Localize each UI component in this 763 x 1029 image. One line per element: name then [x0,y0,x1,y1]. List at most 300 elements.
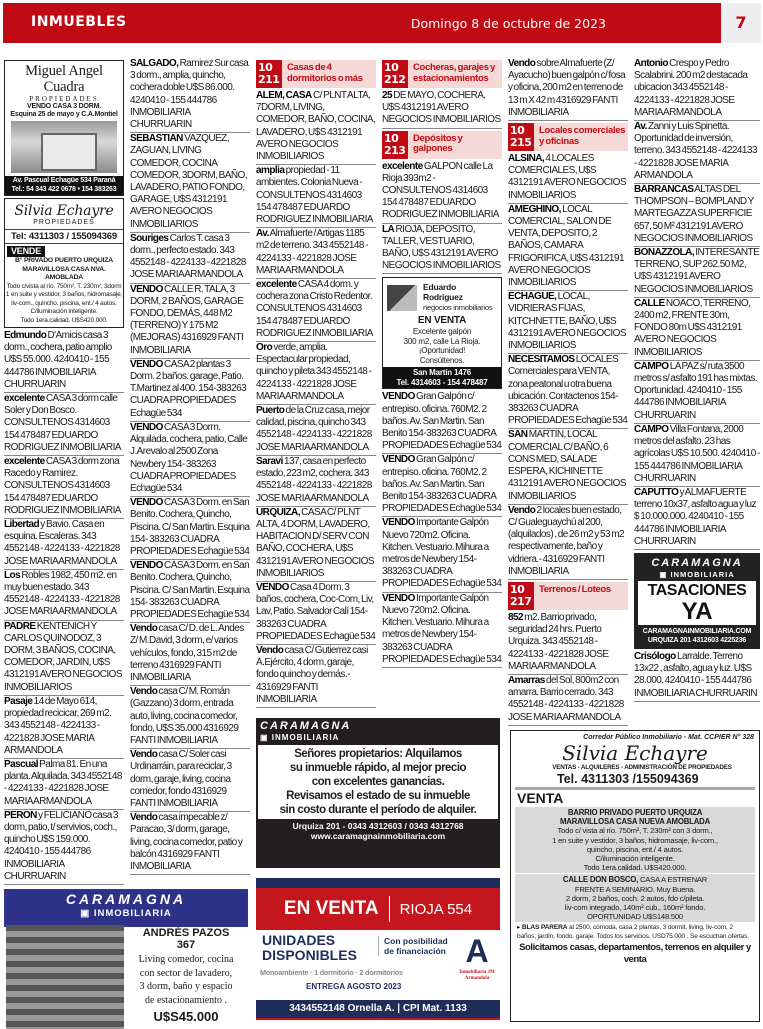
classified-ad [130,749,250,812]
column-5 [508,58,628,726]
classified-ad [634,651,760,702]
classified-list [508,58,628,121]
ad-text: CASA 3 Dorm. Alquilada. cochera, patio, Calle J.Arevalo al 2500 Zona Newbery 154- 383263 CUADRA PROPIEDADES Echagüe 534 [130,421,248,494]
classified-ad [4,759,124,810]
ad-text: C/ PLNT ALTA, 7DORM, LIVING, COMEDOR, BAÑO, COCINA, LAVADERO, U$S 4312191 AVERO NEGOCIOS INMOBILIARIOS [256,90,376,163]
classified-ad [256,228,376,279]
classified-ad [130,686,250,749]
ad-text: CASA 3 Dorm. en San Benito. Cochera, Quincho, Piscina. C/ San Martin. Esquina 154- 383263 CUADRA PROPIEDADES Echagüe 534 [130,497,250,557]
ad-line: DISPONIBLES [262,947,357,963]
ad-keyword: LA [382,223,395,235]
ad-contact: 3434552148 Ornella A. | CPI Mat. 1133 [256,1000,500,1018]
ad-brand [417,282,497,313]
classified-ad [382,517,502,592]
category-code [382,131,408,159]
ad-text: Palma 81. En una planta. Alquilada. 343 4552148 - 4224133 - 4221828 JOSE MARIA ARMANDOLA [4,758,122,807]
ad-tagline: Solicitamos casas, departamentos, terrenos en alquiler y venta [519,942,751,966]
ad-text: Gran Galpón c/ entrepiso. oficina. 760M2. 2 baños. Av. San Martin. San Benito 154-383263 CUADRA PROPIEDADES Echagüe 534 [382,454,502,515]
ad-line: BARRIO PRIVADO PUERTO URQUIZA [567,808,703,817]
classified-ad [130,58,250,133]
ad-line: C/iluminación inteligente. [595,854,675,864]
armandola-logo [458,932,496,982]
column-2 [130,58,250,875]
ad-keyword: Vendo [508,58,536,69]
classified-ad [130,133,250,233]
code-prefix: 10 [510,124,525,138]
ad-keyword: BARRANCAS [634,184,694,196]
ad-text: DE MAYO, COCHERA, U$S 4312191 AVERO NEGOCIOS INMOBILIARIOS [382,90,501,126]
ad-phone: Tel. 4311303 /155094369 [557,772,699,786]
classified-ad [130,422,250,497]
listing-don-bosco [515,874,755,922]
ad-title [126,927,246,951]
ad-caramagna-propietarios [256,718,500,868]
classified-ad [634,424,760,487]
ad-line: Todo c/vista al río. 750m², T. 230m², 3dorm [6,282,122,290]
logo-sub: Inmobiliaria JM Armandola [459,970,495,981]
ad-keyword: ALSINA, [508,153,545,165]
ad-keyword: VENDO [382,454,415,466]
ad-text: Importante Galpón Nuevo 720m2. Oficina. Kitchen. Vestuario. Mihura a metros de Newbery 154- 383263 CUADRA PROPIEDADES Echagüe 534 [382,517,502,590]
classified-list [634,58,760,550]
category-label: Cocheras, garajes y estacionamientos [413,62,496,84]
column-3 [256,58,376,708]
brand-name: Eduardo Rodriguez [423,282,463,303]
ad-text: 137, casa en perfecto estado, 223 m2, cochera. 343 4552148 - 4224133 - 4221828 JOSE MARIA ARMANDOLA [256,455,372,504]
ad-banner [256,888,500,930]
ad-keyword: Av. [256,228,269,240]
ad-logo [383,278,501,314]
ad-line: 1 en suite y vestidor, 3 baños, hidromasaje, liv-com., [552,835,718,845]
ad-line: B° PRIVADO PUERTO URQUIZA [15,257,113,264]
ad-brand: Miguel Angel Cuadra [25,63,103,95]
ad-financing [378,936,448,956]
ad-text: del Sol, 800m2 con amarra. Barrio cerrado. 343 4552148 - 4224133 - 4221828 JOSE MARIA ARMANDOLA [508,674,624,723]
ad-keyword: VENDO [256,581,289,593]
ad-keyword: NECESITAMOS [508,354,575,366]
classified-ad [256,165,376,228]
ad-body [638,581,756,625]
ad-text: Crespo y Pedro Scalabrini. 200 m2 destacada ubicacion 343 4552148 - 4224133 - 4221828 JOSE MARIA ARMANDOLA [634,58,748,118]
ad-text: Villa Fontana, 2000 metros del asfalto. 23 has agrícolas U$S 10.500. 4240410 - 155 444786 INMOBILIARIA CHURRUARIN [634,423,760,484]
logo-mark-icon [387,285,417,311]
ad-line: sin costo durante el período de alquiler. [279,804,477,816]
classified-ad [634,121,760,184]
ad-headline: EN VENTA [417,315,467,327]
ad-line: Living comedor, cocina [138,954,234,965]
ad-line: al 2500, cómoda, casa 2 plantas, 3 dormit, living, liv-com, 2 baños, jardín, fondo. garaje. Todos los servicios. USD75.000 . Se escuchan ofertas. [517,924,749,940]
classified-ad [256,582,376,645]
ad-brand: Silvia Echayre [14,203,114,219]
ad-keyword: 25 [382,90,393,101]
ad-address: RIOJA 554 [399,900,473,918]
ad-footer [383,367,501,388]
ad-body [126,927,246,1024]
classified-ad [634,361,760,424]
ad-text: casa C/ M. Román (Gazzano) 3 dorm, entrada auto, living, cocina comedor, fondo, U$S 35.000 4316929 FANTI INMOBILIARIA [130,686,239,746]
ad-keyword: VENDO [130,560,163,572]
ad-keyword: excelente [4,456,45,468]
ad-keyword: Crisólogo [634,650,676,662]
ad-keyword: URQUIZA, [256,506,300,518]
ad-keyword: CALLE [634,297,665,309]
ad-keyword: amplia [256,165,285,177]
classified-ad [130,233,250,284]
ad-text: CASA 3 Dorm. en San Benito. Cochera, Quincho, Piscina. C/ San Martin. Esquina 154- 383263 CUADRA PROPIEDADES Echagüe 534 [130,560,250,620]
arrow-bullet-icon: ▸ [517,924,522,932]
ad-line: OPORTUNIDAD U$S148.500 [587,912,683,922]
code-suffix: 212 [384,73,406,86]
page-number: 7 [721,3,761,43]
ad-unit-types: Monoambiente · 1 dormitorio · 2 dormitorios [260,968,403,977]
ad-line: liv-com integrado, 140m² cub., 160m² fondo. [564,903,706,913]
ad-line: CASA A ESTRENAR [638,875,708,885]
ad-keyword: Av. [634,121,647,133]
code-prefix: 10 [384,61,399,74]
classified-list [634,651,760,702]
ad-text: VAZQUEZ, ZAGUAN, LIVING COMEDOR, COCINA COMEDOR, 3DORM, BAÑO, LAVADERO, PATIO FONDO, GARAGE, U$S 4312191 AVERO NEGOCIOS INMOBILIARIOS [130,133,248,230]
ad-text: LOCAL, VIDRIERAS FIJAS, KITCHNETTE, BAÑO, U$S 4312191 AVERO NEGOCIOS INMOBILIARIOS [508,291,626,352]
listing-blas-parera [511,923,759,942]
ad-keyword: BONAZZOLA, [634,247,695,259]
code-suffix: 215 [510,136,532,150]
ad-text: D'Amicis casa 3 dorm., cochera, patio amplio U$S 55.000. 4240410 - 155 444786 INMOBILIARIA CHURRUARIN [4,330,112,390]
ad-keyword: CAMPO [634,360,669,372]
ad-text: LOCALES Comerciales para VENTA, zona peatonal u otra buena ubicación. Contactenos 154- 383263 CUADRA PROPIEDADES Echagüe 534 [508,354,628,427]
ad-text: MARTIN, LOCAL COMERCIAL C/ BAÑO, 6 CONS MED, SALA DE ESPERA, KICHINETTE 4312191 AVERO NEGOCIOS INMOBILIARIOS [508,429,626,502]
ad-caramagna-andres-pazos [4,889,248,1024]
ad-body [5,257,123,327]
ad-headline: EN VENTA [283,898,379,919]
classified-list [130,58,250,875]
code-suffix: 211 [258,73,280,86]
ad-description [126,953,246,1007]
ad-keyword: VENDO [382,517,415,529]
classified-list [382,161,502,275]
classified-ad [508,675,628,726]
ad-body [383,327,501,367]
ad-keyword: Vendo [130,686,158,698]
ad-text: Almafuerte / Artigas 1185 m2 de terreno. 343 4552148 - 4224133 - 4221828 JOSE MARIA ARMANDOLA [256,228,368,276]
ad-text: 2 locales buen estado, C/ Gualeguaychú al 200, (alquilados) , de 26 m2 y 53 m2 respectivamente, baño y vidriera.- 4316929 FANTI INMOBILIARIA [508,504,625,577]
code-suffix: 213 [384,143,406,157]
column-6 [634,58,760,702]
ad-text: m2. Barrio privado, seguridad 24 hrs. Puerto Urquiza. 343 4552148 - 4224133 - 4221828 JOSE MARIA ARMANDOLA [508,611,609,672]
classified-ad [382,161,502,224]
ad-text: CASA 4 dorm. y cochera zona Cristo Redentor. CONSULTENOS 4314603 154 478487 EDUARDO RODRIGUEZ INMOBILIARIA [256,279,373,339]
brand-sub: negocios inmobiliarios [423,303,493,313]
ad-brand: CARAMAGNA [651,556,743,569]
divider [256,878,500,888]
ad-keyword: VENDO [130,497,163,509]
ad-text: propiedad - 11 ambientes. Colonia Nueva - CONSULTENOS 4314603 154 478487 EDUARDO RODRIGUEZ INMOBILIARIA [256,165,373,226]
ad-silvia-echayre-small [4,198,124,328]
classified-ad [130,623,250,686]
ad-text: Robles 1982, 450 m2. en muy buen estado. 343 4552148 - 4224133 - 4221828 JOSE MARIA ARMANDOLA [4,569,120,618]
classified-ad [4,519,124,570]
ad-footer [260,821,496,841]
ad-tag: VENDE [7,246,45,257]
ad-keyword: Antonio [634,58,668,69]
ad-text: CALLE R. TALA, 3 DORM, 2 BAÑOS, GARAGE FONDO, DEMÁS, 448 M2 (TERRENO) Y 175 M2 (MEJORAS) 4316929 FANTI INMOBILIARIA [130,283,244,356]
ad-text: Larralde. Terreno 13x22 , asfalto, agua y luz. U$S 28.000. 4240410 - 155 444786 INMOBILIARIA CHURRUARIN [634,650,758,699]
ad-keyword: Puerto [256,405,285,417]
ad-text: casa C/ Gutierrez casi A.Ejército, 4 dorm, garaje, fondo quincho y demás.- 4316929 FANTI INMOBILIARIA [256,644,368,705]
listing-puerto-urquiza [515,807,755,873]
ad-line: MARAVILLOSA CASA NVA. AMOBLADA [22,265,106,281]
ad-line: 3 dorm, baño y espacio [139,981,233,992]
ad-text: NOACO, TERRENO, 2400 m2, FRENTE 30m, FONDO 80m U$S 4312191 AVERO NEGOCIOS INMOBILIARIOS [634,297,751,358]
ad-silvia-echayre-large [510,730,760,1022]
ad-units [262,933,357,963]
divider [389,896,390,922]
ad-line: Revisamos el estado de su inmueble [286,790,470,802]
ad-brand: Silvia Echayre [562,741,708,765]
column-1 [4,58,124,885]
classified-ad [130,359,250,422]
category-label: Terrenos / Loteos [539,583,611,595]
classified-ad [508,505,628,580]
ad-line: Con posibilidad [384,936,448,946]
ad-address: URQUIZA 201 4312603 4225236 [647,636,747,644]
classified-list [382,90,502,129]
ad-phone: Tel. 4314603 - 154 478487 [396,377,488,387]
ad-keyword: PERON [4,809,37,821]
ad-text: Carlos T. casa 3 dorm., perfecto estado. 343 4552148 - 4224133 - 4221828 JOSE MARIA ARMANDOLA [130,232,246,281]
ad-cuadra-propiedades [4,60,124,196]
ad-text: Casa 4 Dorm. 3 baños, cochera, Coc-Com, Liv, Lav, Patio. Salvador Calí 154-383263 CUADRA PROPIEDADES Echagüe 534 [256,581,376,642]
ad-text: CASA 2 plantas 3 Dorm. 2 baños. garage, Patio. T.Martinez al 400. 154-383263 CUADRA PROPIEDADES Echagüe 534 [130,358,247,419]
category-header-213 [382,131,502,159]
ad-line: 2 dorm, 2 baños, coch. 2 autos, fdo c/pileta. [565,893,705,903]
ad-line: de estacionamiento . [145,994,227,1006]
classified-ad [382,391,502,454]
page-header [3,3,721,43]
ad-text: 4 LOCALES COMERCIALES, U$S 4312191 AVERO NEGOCIOS INMOBILIARIOS [508,153,626,201]
ad-text: casa impecable z/ Paracao, 3/ dorm, garage, living, cocina comedor, patio y balcón 4316929 FANTI INMOBILIARIA [130,812,243,872]
classified-ad [4,393,124,456]
classified-ad [130,497,250,560]
classified-ad [4,696,124,759]
title-line: 367 [176,939,196,951]
ad-line: con sector de lavadero, [139,967,233,979]
ad-text: Importante Galpón Nuevo 720m2. Oficina. Kitchen. Vestuario. Mihura a metros de Newbery 154- 383263 CUADRA PROPIEDADES Echagüe 534 [382,592,502,665]
classified-list [4,330,124,885]
ad-line: quincho, piscina, ent./ 4 autos. [586,844,684,854]
ad-address: Urquiza 201 - 0343 4312603 / 0343 4312768 [292,821,464,831]
classified-ad [4,570,124,621]
ad-text: CASA C/ PLNT ALTA, 4 DORM, LAVADERO, HABITACION D/ SERV CON BAÑO, COCHERA, U$S 4312191 AVERO NEGOCIOS INMOBILIARIOS [256,506,374,579]
ad-line: con excelentes ganancias. [311,776,445,788]
ad-line: Todo c/ vista al río. 750m², T. 230m² con 3 dorm., [557,826,713,836]
code-prefix: 10 [384,131,399,145]
ad-text: ALTAS DEL THOMPSON – BOMPLAND Y MARTEGAZZA SUPERFICIE 657, 50 M² 4312191 AVERO NEGOCIOS INMOBILIARIOS [634,184,754,244]
classified-ad [130,284,250,359]
ad-sub [638,570,756,579]
ad-line: ¡Oportunidad! [418,346,466,356]
ad-keyword: PADRE [4,620,36,632]
code-prefix: 10 [258,61,273,74]
ad-line: C/iluminación inteligente. [30,308,98,315]
classified-ad [382,224,502,275]
ad-delivery: ENTREGA AGOSTO 2023 [306,982,402,991]
classified-list [382,391,502,667]
ad-eduardo-rodriguez [382,277,502,389]
ad-rioja-554 [256,878,500,1022]
classified-ad [256,90,376,165]
building-icon: ▣ [80,908,94,919]
classified-ad [508,612,628,675]
classified-ad [508,354,628,429]
ad-line: CALLE DON BOSCO, [562,875,639,885]
ad-keyword: CAMPO [634,423,669,435]
classified-ad [4,810,124,885]
classified-ad [634,247,760,298]
classified-ad [508,153,628,204]
logo-glyph: A [465,933,489,969]
ad-line: liv-com., quincho, piscina, ent./ 4 autos. [11,299,117,307]
classified-ad [4,621,124,696]
ad-sub [6,908,246,920]
ad-text: Zanni y Luis Spinetta. Oportunidad de inversión, terreno. 343 4552148 - 4224133 - 4221828 JOSE MARIA ARMANDOLA [634,121,757,181]
classified-ad [382,90,502,129]
category-code [382,60,408,88]
classified-ad [256,456,376,507]
section-title: INMUEBLES [31,14,127,30]
ad-keyword: excelente [4,393,45,405]
ad-text: sobre Almafuerte (Z/ Ayacucho) buen galpón c/ fosa y oficina, 200 m2 en terreno de 13 m X 42 m 4316929 FANTI INMOBILIARIA [508,58,626,118]
classified-ad [256,507,376,582]
ad-line: 300 m2, calle La Rioja. [403,336,481,346]
ad-headline: VENTA [517,790,564,806]
classified-ad [130,812,250,875]
ad-headline: TASACIONES [647,581,747,599]
ad-line: 1 en suite y vestidor, 3 baños, hidromasaje, [5,291,123,298]
ad-text: CASA 3 dorm zona Racedo y Ramirez. CONSULTENOS 4314603 154 478487 EDUARDO RODRIGUEZ INMOBILIARIA [4,456,121,516]
brand-sub: INMOBILIARIA [670,569,735,579]
ad-keyword: AMEGHINO, [508,203,561,215]
ad-text: Gran Galpón c/ entrepiso. oficina. 760M2. 2 baños. Av. San Martin. San Benito 154-383263 CUADRA PROPIEDADES Echagüe 534 [382,391,502,452]
ad-brand: CARAMAGNA [260,720,352,732]
classified-ad [634,58,760,121]
ad-keyword: Amarras [508,674,545,686]
ad-keyword: Vendo [256,644,284,656]
ad-caramagna-tasaciones [634,553,760,649]
classified-ad [256,405,376,456]
ad-keyword: Souriges [130,232,169,244]
category-header-211 [256,60,376,88]
ad-text: verde, amplia. Espectacular propiedad, quincho y pileta 343 4552148 - 4224133 - 4221828 JOSE MARIA ARMANDOLA [256,342,372,402]
ad-text: INTERESANTE TERRENO, SUP 262.50 M2, U$S 4312191 AVERO NEGOCIOS INMOBILIARIOS [634,247,760,295]
category-header-217 [508,582,628,610]
ad-text: Ramirez Sur casa 3 dorm., amplia, quincho, cochera doble U$S 86.000. 4240410 - 155 444786 INMOBILIARIA CHURRUARIN [130,58,249,131]
ad-keyword: VENDO [130,358,163,370]
ad-sub: PROPIEDADES [29,95,99,103]
ad-line: de financiación [384,946,446,956]
category-label: Locales comerciales y oficinas [539,125,626,147]
classified-ad [508,204,628,291]
column-4 [382,58,502,668]
ad-text: y FELICIANO casa 3 dorm, patio, t/ servivios, coch., quincho U$S 159.000. 4240410 - 155 444786 INMOBILIARIA CHURRUARIN [4,809,118,882]
ad-text: casa C/ Soler casi Urdinarráin, para reciclar, 3 dorm, garaje, living, cocina comedor, fondo 4316929 FANTI INMOBILIARIA [130,749,232,809]
ad-price: U$S45.000 [153,1009,219,1024]
ad-license: Corredor Público Inmobiliario - Mat. CCPIER N° 328 [583,734,754,741]
ad-website: CARAMAGNAINMOBILIARIA.COM [642,627,752,635]
classified-ad [508,291,628,354]
ad-keyword: SALGADO, [130,58,179,69]
ad-body [256,930,500,1000]
classified-ad [256,279,376,342]
building-icon: ▣ [260,733,272,742]
ad-text: 14 de Mayo 614, propiedad recicicar, 269 m2. 343 4552148 - 4224133 - 4221828 JOSE MARIA ARMANDOLA [4,695,112,756]
category-header-212 [382,60,502,88]
ad-keyword: Libertad [4,519,40,531]
classified-ad [4,456,124,519]
ad-line: su inmueble rápido, al mejor precio [289,762,467,774]
ad-line: Consúltenos. [419,355,465,365]
code-prefix: 10 [510,582,525,596]
ad-keyword: excelente [382,160,423,172]
ad-keyword: ALEM, CASA [256,90,312,101]
ad-keyword: Los [4,569,21,581]
ad-text: RIOJA, DEPOSITO, TALLER, VESTUARIO, BAÑO, U$S 4312191 AVERO NEGOCIOS INMOBILIARIOS [382,223,501,272]
issue-date: Domingo 8 de octubre de 2023 [410,16,606,31]
ad-keyword: VENDO [382,391,415,403]
category-code [256,60,282,88]
ad-line: UNIDADES [262,932,336,948]
ad-line: Todo 1era.calidad. U$S420.000. [20,316,108,324]
classified-list [508,612,628,726]
ad-address: San Martín 1476 [413,368,471,378]
ad-keyword: excelente [256,279,297,291]
ad-brand: CARAMAGNA [65,891,187,907]
ad-text: LOCAL COMERCIAL, SALON DE VENTA, DEPOSITO, 2 BAÑOS, CAMARA FRIGORIFICA, U$S 4312191 AVERO NEGOCIOS INMOBILIARIOS [508,203,624,289]
classified-list [508,153,628,580]
ad-phone: Tel.: 54 343 422 0678 • 154 383263 [11,185,117,193]
ad-text: casa C/ D. de L. Andes Z/ M.David, 3 dorm, e/ varios vehículos, fondo, 315 m2 de terreno 4316929 FANTI INMOBILIARIA [130,623,244,683]
classified-ad [508,58,628,121]
ad-keyword: VENDO [130,283,163,295]
ad-keyword: Edmundo [4,330,47,341]
category-code [508,582,534,610]
ad-keyword: SEBASTIAN [130,133,183,145]
category-code [508,123,534,151]
ad-keyword: Pascual [4,758,38,770]
ad-headline: YA [681,597,713,625]
brand-sub: INMOBILIARIA [271,733,340,742]
ad-line: FRENTE A SEMINARIO. Muy Buena. [574,884,696,894]
classified-ad [634,298,760,361]
category-label: Depósitos y galpones [413,132,463,155]
ad-text: y Bavio. Casa en esquina. Escaleras. 343 4552148 - 4224133 - 4221828 JOSE MARIA ARMANDOLA [4,519,120,567]
classified-ad [634,184,760,247]
ad-keyword: 852 [508,611,524,623]
ad-services: VENTAS - ALQUILERES - ADMINISTRACIÓN DE PROPIEDADES [552,764,732,771]
category-header-215 [508,123,628,151]
ad-line: Todo 1era.calidad. U$S420.000. [583,863,687,873]
ad-website: www.caramagnainmobiliaria.com [310,831,446,841]
ad-text: de la Cruz casa, mejor calidad, piscina, quincho 343 4552148 - 4224133 - 4221828 JOSE MARIA ARMANDOLA [256,405,372,453]
house-photo [11,121,117,173]
ad-address: Av. Pascual Echagüe 534 Paraná [12,177,116,184]
ad-text: GALPON calle La Rioja 393m2 - CONSULTENOS 4314603 154 478487 EDUARDO RODRIGUEZ INMOBILIARIA [382,160,499,221]
ad-line: MARAVILLOSA CASA NUEVA AMOBLADA [559,817,711,827]
building-photo [6,925,124,1029]
ad-keyword: Saravi [256,455,283,467]
ad-header [6,891,246,925]
ad-text: KENTENICH Y CARLOS QUINODOZ, 3 DORM, 3 BAÑOS, COCINA, COMEDOR, JARDIN, U$S 4312191 AVERO NEGOCIOS INMOBILIARIOS [4,620,122,693]
classified-ad [256,342,376,405]
